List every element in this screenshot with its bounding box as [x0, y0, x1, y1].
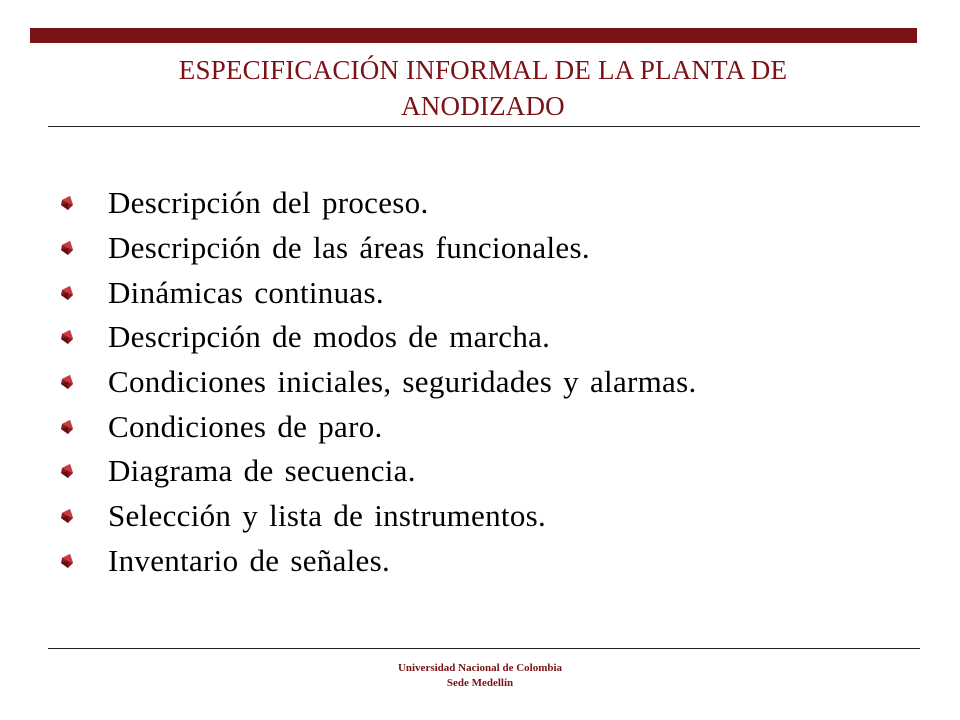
bullet-item	[58, 494, 697, 539]
bullet-item	[58, 539, 697, 584]
top-accent-bar	[30, 28, 917, 43]
bullet-text: Dinámicas continuas.	[108, 274, 384, 310]
bullet-text: Inventario de señales.	[108, 542, 391, 578]
bullet-text: Diagrama de secuencia.	[108, 453, 416, 489]
bullet-item	[58, 226, 697, 271]
slide-title	[48, 52, 918, 124]
slide-title-line-1: ESPECIFICACIÓN INFORMAL DE LA PLANTA DE	[178, 55, 788, 85]
red-arrow-bullet-icon	[58, 417, 78, 437]
red-arrow-bullet-icon	[58, 327, 78, 347]
red-arrow-bullet-icon	[58, 372, 78, 392]
footer	[0, 661, 960, 691]
bullet-item	[58, 181, 697, 226]
bullet-text: Descripción del proceso.	[108, 185, 429, 221]
bullet-list	[58, 181, 697, 583]
bullet-item	[58, 404, 697, 449]
bullet-item	[58, 360, 697, 405]
bullet-text: Condiciones de paro.	[108, 408, 383, 444]
bullet-item	[58, 449, 697, 494]
slide-title-line-2: ANODIZADO	[401, 91, 565, 121]
footer-campus: Sede Medellín	[446, 677, 514, 689]
bullet-item	[58, 315, 697, 360]
red-arrow-bullet-icon	[58, 461, 78, 481]
bullet-item	[58, 270, 697, 315]
bullet-text: Selección y lista de instrumentos.	[108, 498, 547, 534]
red-arrow-bullet-icon	[58, 506, 78, 526]
red-arrow-bullet-icon	[58, 283, 78, 303]
footer-divider	[48, 648, 920, 649]
red-arrow-bullet-icon	[58, 238, 78, 258]
bullet-text: Descripción de las áreas funcionales.	[108, 230, 590, 266]
footer-institution: Universidad Nacional de Colombia	[397, 662, 563, 674]
title-divider	[48, 126, 920, 127]
red-arrow-bullet-icon	[58, 551, 78, 571]
red-arrow-bullet-icon	[58, 193, 78, 213]
bullet-text: Descripción de modos de marcha.	[108, 319, 551, 355]
bullet-text: Condiciones iniciales, seguridades y alarmas.	[108, 364, 697, 400]
